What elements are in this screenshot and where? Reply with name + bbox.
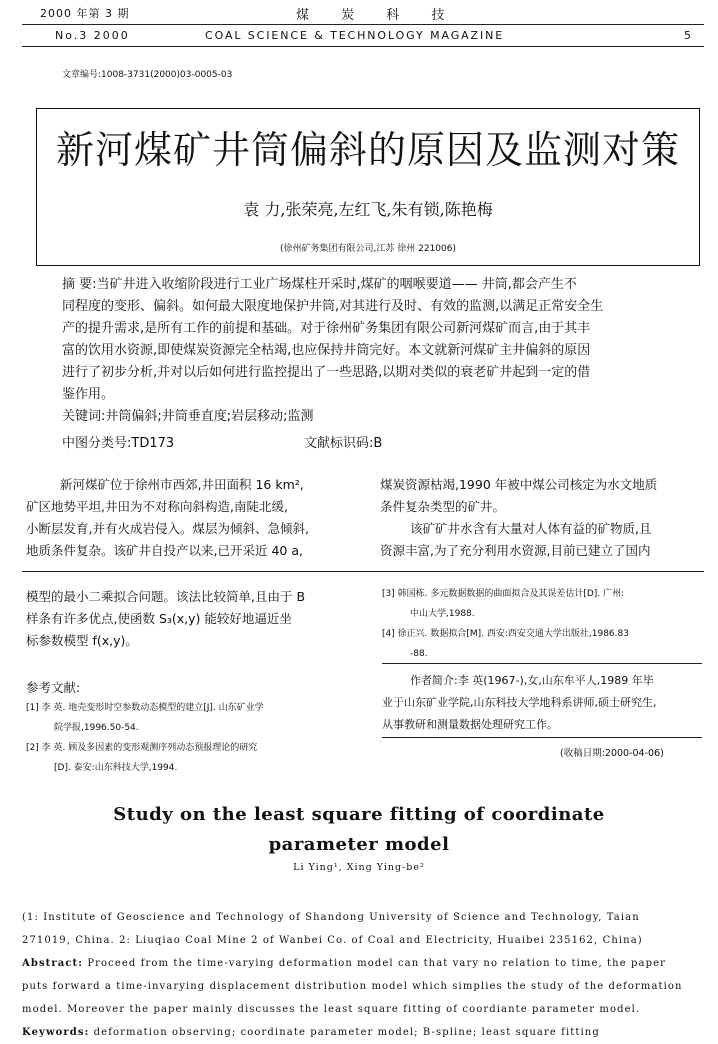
abstract-label: Abstract: [22,958,84,969]
body-line: 地质条件复杂。该矿井自投产以来,已开采近 40 a, [26,543,303,558]
header-rule-top [22,24,704,25]
body-line: 条件复杂类型的矿井。 [380,499,506,514]
title-box [36,108,700,266]
reference-item [26,738,264,758]
body-line: 资源丰富,为了充分利用水资源,目前已建立了国内 [380,543,651,558]
english-title-line-2: parameter model [268,834,450,855]
english-title-line-1: Study on the least square fitting of coordinate [113,804,605,825]
keywords: 关键词:井筒偏斜;井筒垂直度;岩层移动;监测 [62,409,314,424]
article-id: 文章编号:1008-3731(2000)03-0005-03 [62,70,233,80]
reference-number: [2] [26,743,39,753]
bio-line: 从事教研和测量数据处理研究工作。 [382,718,558,731]
document-code: 文献标识码:B [304,436,383,451]
clc-number: 中图分类号:TD173 [62,436,175,451]
english-abstract-line: puts forward a time-invarying displacement distribution model which simplies the study of the deformation [22,981,683,992]
reference-text: 徐正兴. 数据拟合[M]. 西安:西安交通大学出版社,1986.83 [397,629,629,639]
reference-cont: 中山大学,1988. [410,609,475,619]
section-divider [22,571,704,572]
reference-text: 李 英. 顾及多因素的变形观测序列动态预报理论的研究 [41,743,258,753]
bio-line: 业于山东矿业学院,山东科技大学地科系讲师,硕士研究生, [382,696,657,709]
tail-line: 模型的最小二乘拟合问题。该法比较简单,且由于 B [26,589,306,604]
english-keywords [22,1021,683,1044]
reference-item [382,584,629,604]
prev-article-tail [26,586,305,652]
article-title: 新河煤矿井筒偏斜的原因及监测对策 [55,128,680,172]
english-affiliation-2: 271019, China. 2: Liuqiao Coal Mine 2 of Wanbei Co. of Coal and Electricity, Huaibei 235162, China) [22,935,643,946]
abstract-line: 同程度的变形、偏斜。如何最大限度地保护井筒,对其进行及时、有效的监测,以满足正常安全生 [62,299,604,314]
abstract-text: Proceed from the time-varying deformation model can that vary no relation to time, the paper [83,958,666,969]
article-authors: 袁 力,张荣亮,左红飞,朱有锁,陈艳梅 [243,200,493,219]
magazine-title-en: COAL SCIENCE & TECHNOLOGY MAGAZINE [205,29,505,42]
body-line: 矿区地势平坦,井田为不对称向斜构造,南陡北缓, [26,499,288,514]
received-date: (收稿日期:2000-04-06) [560,748,664,759]
issue-cn: 2000 年第 3 期 [40,7,130,20]
reference-number: [3] [382,589,395,599]
bio-divider [382,663,702,664]
tail-line: 标参数模型 f(x,y)。 [26,633,138,648]
english-block [22,906,683,1044]
reference-cont: -88. [410,649,428,659]
references-left [26,698,264,778]
abstract-line: 摘 要:当矿井进入收缩阶段进行工业广场煤柱开采时,煤矿的咽喉要道—— 井筒,都会产生不 [62,277,577,292]
reference-cont: [D]. 泰安:山东科技大学,1994. [54,763,178,773]
bio-line: 作者简介:李 英(1967-),女,山东牟平人,1989 年毕 [410,674,654,687]
keywords-label: Keywords: [22,1027,90,1038]
article-affiliation: (徐州矿务集团有限公司,江苏 徐州 221006) [280,244,456,254]
body-line: 小断层发育,并有火成岩侵入。煤层为倾斜、急倾斜, [26,521,309,536]
bio-bottom-rule [382,737,702,738]
reference-item [382,624,629,644]
english-abstract-line: model. Moreover the paper mainly discusses the least square fitting of coordiante parameter model. [22,1004,641,1015]
english-abstract-line [22,952,683,975]
abstract-line: 富的饮用水资源,即使煤炭资源完全枯竭,也应保持井筒完好。本文就新河煤矿主井偏斜的原因 [62,343,591,358]
header-rule-bottom [22,46,704,47]
issue-en: No.3 2000 [55,29,130,42]
references-heading: 参考文献: [26,680,81,695]
magazine-title-cn: 煤 炭 科 技 [296,8,459,23]
references-right [382,584,629,664]
reference-number: [4] [382,629,395,639]
tail-line: 样条有许多优点,使函数 S₃(x,y) 能较好地逼近坐 [26,611,292,626]
page-number: 5 [684,29,692,42]
reference-item [26,698,264,718]
reference-text: 韩国栋. 多元数据数据的曲面拟合及其误差估计[D]. 广州: [397,589,625,599]
english-authors: Li Ying¹, Xing Ying-be² [293,862,425,873]
reference-cont: 院学报,1996.50-54. [54,723,139,733]
abstract-line: 产的提升需求,是所有工作的前提和基础。对于徐州矿务集团有限公司新河煤矿而言,由于其丰 [62,321,591,336]
author-bio [382,670,657,736]
body-line: 该矿矿井水含有大量对人体有益的矿物质,且 [410,521,652,536]
english-affiliation-1: (1: Institute of Geoscience and Technology of Shandong University of Science and Technology, Taian [22,912,640,923]
keywords-text: deformation observing; coordinate parameter model; B-spline; least square fitting [89,1027,600,1038]
body-left-column [26,474,309,562]
abstract [62,274,603,428]
abstract-line: 进行了初步分析,并对以后如何进行监控提出了一些思路,以期对类似的衰老矿井起到一定的借 [62,365,591,380]
abstract-line: 鉴作用。 [62,387,115,402]
body-line: 新河煤矿位于徐州市西郊,井田面积 16 km², [60,477,304,492]
reference-number: [1] [26,703,39,713]
body-line: 煤炭资源枯竭,1990 年被中煤公司核定为水文地质 [380,477,658,492]
body-right-column [380,474,657,562]
reference-text: 李 英. 地壳变形时空参数动态模型的建立[J]. 山东矿业学 [41,703,264,713]
